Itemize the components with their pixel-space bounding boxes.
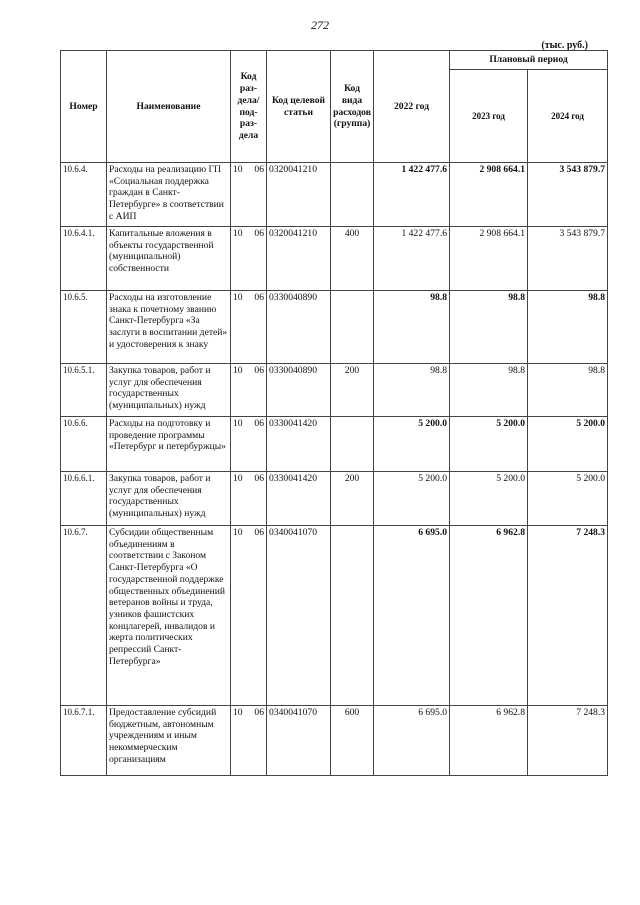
row-name: Субсидии общественным объединениям в соответствии с Законом Санкт-Петербурга «О государственной поддержке общественных объединений ветеранов войны и труда, узников фашистских концлагерей, инвалидов и жерта политических репрессий Санкт-Петербурга» [107,526,231,706]
row-kvr: 200 [331,472,374,526]
row-amount-2022: 1 422 477.6 [374,163,450,227]
row-name: Закупка товаров, работ и услуг для обеспечения государственных (муниципальных) нужд [107,364,231,417]
table-row [61,291,608,364]
row-podrazdel: 06 [249,364,267,417]
row-amount-2022: 5 200.0 [374,417,450,472]
row-kcs: 0320041210 [267,227,331,291]
header-2022: 2022 год [374,51,450,163]
row-amount-2024: 5 200.0 [528,472,608,526]
row-number: 10.6.7.1. [61,706,107,776]
row-kcs: 0340041070 [267,526,331,706]
table-row [61,364,608,417]
row-amount-2022: 1 422 477.6 [374,227,450,291]
table-row [61,417,608,472]
row-amount-2022: 98.8 [374,291,450,364]
row-kcs: 0330040890 [267,364,331,417]
row-amount-2023: 98.8 [450,291,528,364]
row-kcs: 0330041420 [267,417,331,472]
row-podrazdel: 06 [249,163,267,227]
header-number: Номер [61,51,107,163]
table-body [61,163,608,776]
row-amount-2022: 5 200.0 [374,472,450,526]
row-amount-2024: 98.8 [528,364,608,417]
row-kvr: 400 [331,227,374,291]
header-planned-period: Плановый период [450,51,608,70]
row-number: 10.6.4. [61,163,107,227]
row-razdel: 10 [231,706,249,776]
row-amount-2023: 5 200.0 [450,472,528,526]
row-name: Предоставление субсидий бюджетным, автономным учреждениям и иным некоммерческим организациям [107,706,231,776]
row-amount-2023: 6 962.8 [450,706,528,776]
header-2024: 2024 год [528,70,608,163]
row-kcs: 0330040890 [267,291,331,364]
row-razdel: 10 [231,163,249,227]
row-number: 10.6.4.1. [61,227,107,291]
row-kvr: 200 [331,364,374,417]
table-row [61,472,608,526]
row-kvr [331,417,374,472]
row-amount-2022: 98.8 [374,364,450,417]
row-kvr: 600 [331,706,374,776]
row-amount-2023: 6 962.8 [450,526,528,706]
row-kvr [331,163,374,227]
row-razdel: 10 [231,227,249,291]
page-number: 272 [311,18,329,32]
row-name: Расходы на реализацию ГП «Социальная поддержка граждан в Санкт-Петербурге» в соответствии с АИП [107,163,231,227]
row-name: Расходы на подготовку и проведение программы «Петербург и петербуржцы» [107,417,231,472]
header-kvr: Код вида расходов (группа) [331,51,374,163]
row-kcs: 0340041070 [267,706,331,776]
row-number: 10.6.5.1. [61,364,107,417]
row-number: 10.6.6. [61,417,107,472]
row-amount-2023: 2 908 664.1 [450,163,528,227]
row-number: 10.6.7. [61,526,107,706]
row-amount-2024: 3 543 879.7 [528,227,608,291]
row-podrazdel: 06 [249,472,267,526]
row-amount-2024: 98.8 [528,291,608,364]
row-amount-2023: 98.8 [450,364,528,417]
row-podrazdel: 06 [249,417,267,472]
row-kvr [331,526,374,706]
table-row [61,227,608,291]
row-podrazdel: 06 [249,227,267,291]
row-kcs: 0320041210 [267,163,331,227]
row-amount-2024: 3 543 879.7 [528,163,608,227]
row-amount-2022: 6 695.0 [374,706,450,776]
header-2023: 2023 год [450,70,528,163]
row-razdel: 10 [231,526,249,706]
row-razdel: 10 [231,364,249,417]
row-name: Закупка товаров, работ и услуг для обеспечения государственных (муниципальных) нужд [107,472,231,526]
table-row [61,526,608,706]
row-number: 10.6.5. [61,291,107,364]
row-amount-2023: 5 200.0 [450,417,528,472]
row-amount-2024: 7 248.3 [528,706,608,776]
table-row [61,163,608,227]
header-razdel: Код раз-дела/ под-раз-дела [231,51,267,163]
row-podrazdel: 06 [249,706,267,776]
units-label: (тыс. руб.) [541,40,588,51]
row-razdel: 10 [231,417,249,472]
row-amount-2024: 7 248.3 [528,526,608,706]
row-kvr [331,291,374,364]
row-name: Расходы на изготовление знака к почетному званию Санкт-Петербурга «За заслуги в воспитании детей» и удостоверения к знаку [107,291,231,364]
header-name: Наименование [107,51,231,163]
row-podrazdel: 06 [249,526,267,706]
row-number: 10.6.6.1. [61,472,107,526]
header-kcs: Код целевой статьи [267,51,331,163]
budget-table [60,50,608,776]
row-razdel: 10 [231,291,249,364]
table-row [61,706,608,776]
row-amount-2024: 5 200.0 [528,417,608,472]
row-amount-2022: 6 695.0 [374,526,450,706]
row-kcs: 0330041420 [267,472,331,526]
row-amount-2023: 2 908 664.1 [450,227,528,291]
row-razdel: 10 [231,472,249,526]
row-podrazdel: 06 [249,291,267,364]
row-name: Капитальные вложения в объекты государственной (муниципальной) собственности [107,227,231,291]
